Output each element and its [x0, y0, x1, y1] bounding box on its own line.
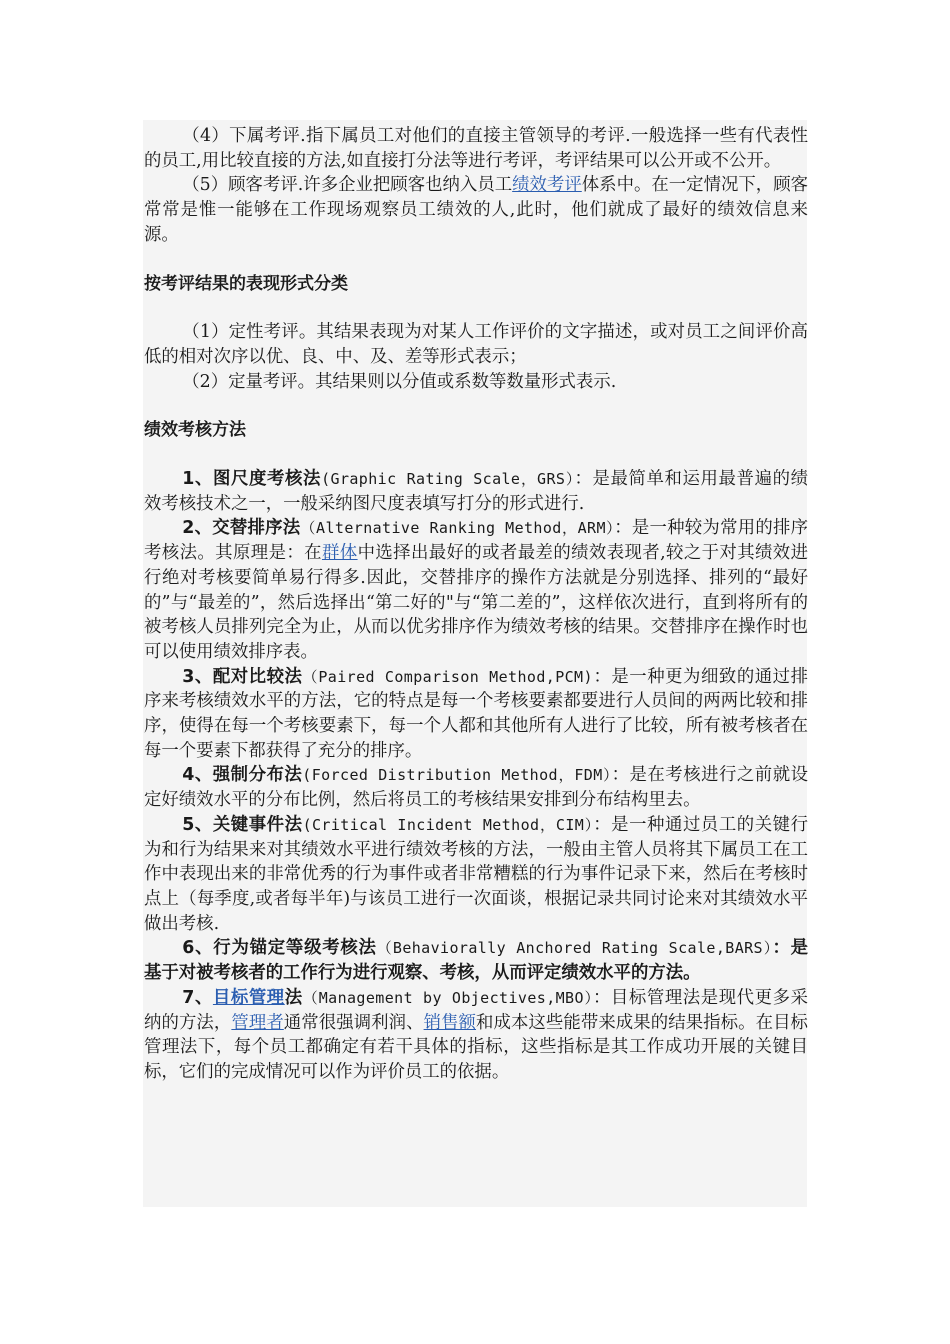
link-group[interactable]: 群体 [321, 543, 358, 564]
heading-methods: 绩效考核方法 [144, 420, 246, 441]
method-5-title: 5、关键事件法 [182, 814, 303, 835]
method-6-title: 6、行为锚定等级考核法 [182, 938, 377, 959]
paragraph-customer-review: （5）顾客考评.许多企业把顾客也纳入员工绩效考评体系中。在一定情况下，顾客常常是惟一能够在工作现场观察员工绩效的人,此时，他们就成了最好的绩效信息来源。 [144, 175, 808, 245]
paragraph-qualitative: （1）定性考评。其结果表现为对某人工作评价的文字描述，或对员工之间评价高低的相对次序以优、良、中、及、差等形式表示； [144, 322, 808, 367]
method-2-title: 2、交替排序法 [182, 518, 301, 539]
heading-result-form: 按考评结果的表现形式分类 [144, 273, 348, 294]
link-sales[interactable]: 销售额 [423, 1012, 477, 1033]
link-performance-review[interactable]: 绩效考评 [512, 175, 582, 196]
method-1-title: 1、图尺度考核法 [182, 469, 322, 490]
method-1: 1、图尺度考核法(Graphic Rating Scale，GRS）：是最简单和运用最普遍的绩效考核技术之一，一般采纳图尺度表填写打分的形式进行. [144, 469, 808, 514]
paragraph-quantitative: （2）定量考评。其结果则以分值或系数等数量形式表示. [182, 371, 617, 392]
method-3-title: 3、配对比较法 [182, 666, 303, 687]
link-manager[interactable]: 管理者 [231, 1012, 284, 1033]
method-5: 5、关键事件法(Critical Incident Method，CIM）：是一种通过员工的关键行为和行为结果来对其绩效水平进行绩效考核的方法，一般由主管人员将其下属员工在工作中表现出来的非常优秀的行为事件或者非常糟糕的行为事件记录下来，然后在考核时点上（每季度,或者每半年)与该员工进行一次面谈，根据记录共同讨论来对其绩效水平做出考核. [144, 814, 808, 934]
paragraph-subordinate-review: （4）下属考评.指下属员工对他们的直接主管领导的考评.一般选择一些有代表性的员工,用比较直接的方法,如直接打分法等进行考评，考评结果可以公开或不公开。 [144, 126, 808, 171]
method-4: 4、强制分布法(Forced Distribution Method，FDM）：是在考核进行之前就设定好绩效水平的分布比例，然后将员工的考核结果安排到分布结构里去。 [144, 765, 808, 811]
method-2: 2、交替排序法（Alternative Ranking Method，ARM）：是一种较为常用的排序考核法。其原理是：在群体中选择出最好的或者最差的绩效表现者,较之于对其绩效进行绝对考核要简单易行得多.因此，交替排序的操作方法就是分别选择、排列的“最好的”与“最差的”，然后选择出“第二好的"与“第二差的”，这样依次进行，直到将所有的被考核人员排列完全为止，从而以优劣排序作为绩效考核的结果。交替排序在操作时也可以使用绩效排序表。 [144, 518, 808, 662]
method-7: 7、目标管理法（Management by Objectives,MBO）：目标管理法是现代更多采纳的方法，管理者通常很强调利润、销售额和成本这些能带来成果的结果指标。在目标管理法下，每个员工都确定有若干具体的指标，这些指标是其工作成功开展的关键目标，它们的完成情况可以作为评价员工的依据。 [144, 987, 808, 1082]
document-body [144, 124, 808, 1085]
method-6: 6、行为锚定等级考核法（Behaviorally Anchored Rating Scale,BARS）：是基于对被考核者的工作行为进行观察、考核，从而评定绩效水平的方法。 [144, 938, 808, 984]
link-management-by-objectives[interactable]: 目标管理 [212, 987, 285, 1008]
method-4-title: 4、强制分布法 [182, 765, 303, 786]
method-3: 3、配对比较法（Paired Comparison Method,PCM)：是一种更为细致的通过排序来考核绩效水平的方法，它的特点是每一个考核要素都要进行人员间的两两比较和排序，使得在每一个考核要素下，每一个人都和其他所有人进行了比较，所有被考核者在每一个要素下都获得了充分的排序。 [144, 666, 808, 761]
